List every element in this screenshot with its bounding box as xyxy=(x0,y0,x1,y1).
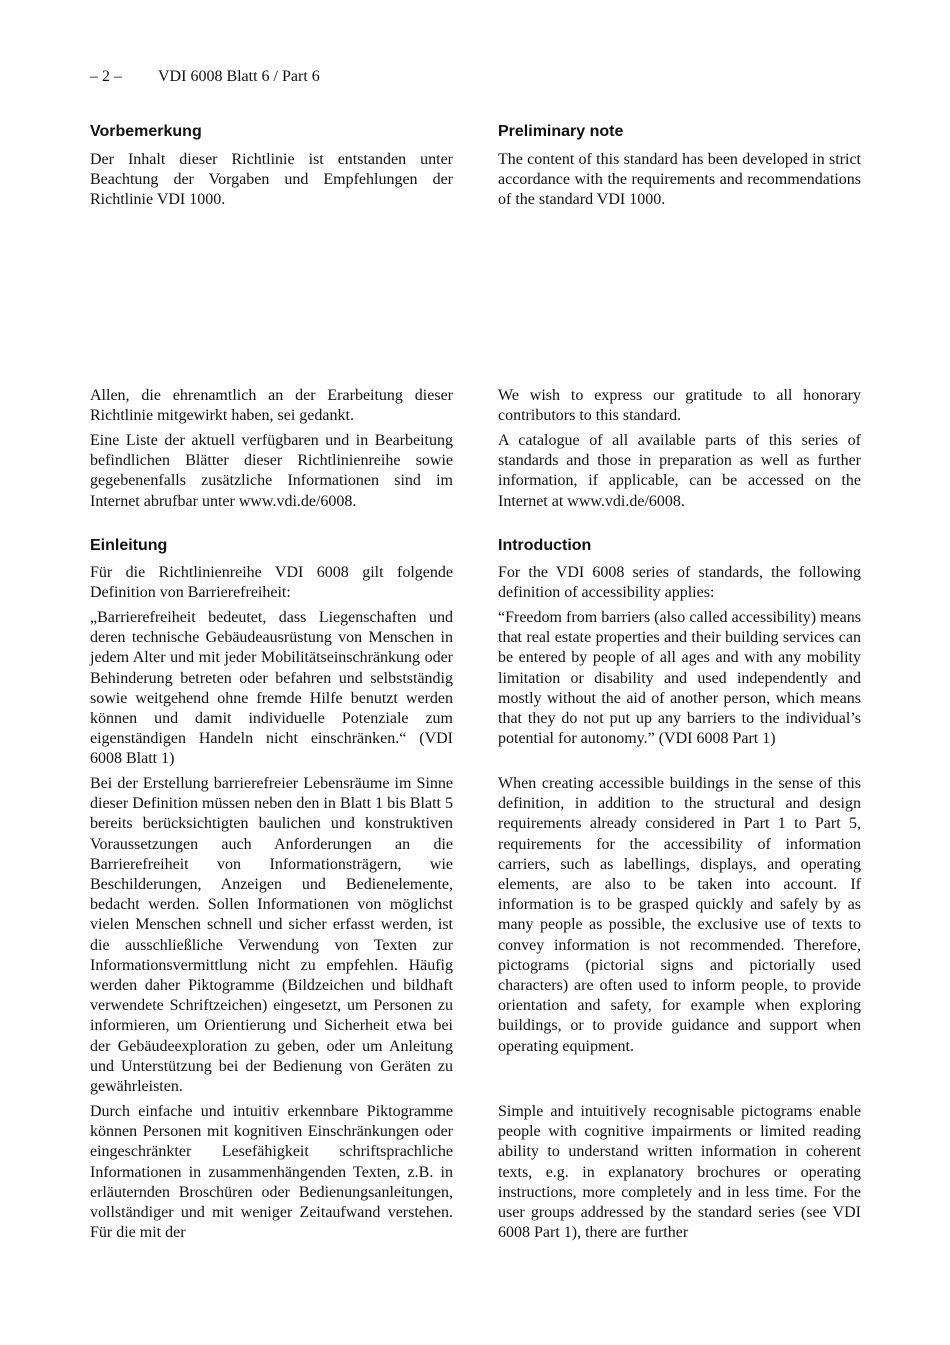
introduction-heading-en: Introduction xyxy=(498,537,592,554)
thanks-text-en: We wish to express our gratitude to all honorary contributors to this standard. xyxy=(498,387,861,425)
intro-paragraph-4-en: Simple and intuitively recognisable pictograms enable people with cognitive impairments or limited reading ability to understand written information in coherent texts, e.g. in explanatory brochures or operating instructions, more completely and in less time. For the user groups addressed by the standard series (see VDI 6008 Part 1), there are further xyxy=(498,1103,861,1242)
preliminary-text-en: The content of this standard has been developed in strict accordance with the requirements and recommendations of the standard VDI 1000. xyxy=(498,151,861,209)
document-title: VDI 6008 Blatt 6 / Part 6 xyxy=(158,68,320,85)
intro-paragraph-3-de: Bei der Erstellung barrierefreier Lebensräume im Sinne dieser Definition müssen neben den in Blatt 1 bis Blatt 5 bereits berücksichtigten baulichen und konstruktiven Voraussetzungen auch Anforderungen an die Barrierefreiheit von Informationsträgern, wie Beschilderungen, Anzeigen und Bedienelemente, bedacht werden. Sollen Informationen von möglichst vielen Menschen schnell und sicher erfasst werden, ist die ausschließliche Verwendung von Texten zur Informationsvermittlung nicht zu empfehlen. Häufig werden daher Piktogramme (Bildzeichen und bildhaft verwendete Schriftzeichen) eingesetzt, um Personen zu informieren, um Orientierung und Sicherheit etwa bei der Gebäudeexploration zu geben, oder um Anleitung und Unterstützung bei der Bedienung von Geräten zu gewährleisten. xyxy=(90,775,453,1096)
intro-paragraph-3-en: When creating accessible buildings in the sense of this definition, in addition to the structural and design requirements already considered in Part 1 to Part 5, requirements for the accessibility of information carriers, such as labellings, displays, and operating elements, are also to be taken into account. If information is to be grasped quickly and safely by as many people as possible, the exclusive use of texts to convey information is not recommended. Therefore, pictograms (pictorial signs and pictorially used characters) are often used to inform people, to provide orientation and safety, for example when exploring buildings, or to provide guidance and support when operating equipment. xyxy=(498,775,861,1055)
preliminary-heading-de: Vorbemerkung xyxy=(90,123,202,140)
intro-paragraph-1-en: For the VDI 6008 series of standards, the following definition of accessibility applies: xyxy=(498,564,861,602)
intro-paragraph-4-de: Durch einfache und intuitiv erkennbare Piktogramme können Personen mit kognitiven Einschränkungen oder eingeschränkter Lesefähigkeit schriftsprachliche Informationen in zusammenhängenden Texten, z.B. in erläuternden Broschüren oder Bedienungsanleitungen, vollständiger und mit weniger Zeitaufwand verstehen. Für die mit der xyxy=(90,1103,453,1242)
preliminary-heading-en: Preliminary note xyxy=(498,123,624,140)
catalogue-text-en: A catalogue of all available parts of this series of standards and those in preparation as well as further information, if applicable, can be accessed on the Internet at www.vdi.de/6008. xyxy=(498,432,861,510)
thanks-text-de: Allen, die ehrenamtlich an der Erarbeitung dieser Richtlinie mitgewirkt haben, sei gedankt. xyxy=(90,387,453,425)
page-number: – 2 – xyxy=(90,68,122,85)
intro-paragraph-2-de: „Barrierefreiheit bedeutet, dass Liegenschaften und deren technische Gebäudeausrüstung von Menschen in jedem Alter und mit jeder Mobilitätseinschränkung oder Behinderung betreten oder befahren und selbstständig sowie weitgehend ohne fremde Hilfe benutzt werden können und damit individuelle Potenziale zum eigenständigen Handeln nicht einschränken.“ (VDI 6008 Blatt 1) xyxy=(90,609,453,768)
introduction-heading-de: Einleitung xyxy=(90,537,168,554)
intro-paragraph-2-en: “Freedom from barriers (also called accessibility) means that real estate properties and their building services can be entered by people of all ages and with any mobility limitation or disability and used independently and mostly without the aid of another person, which means that they do not put up any barriers to the individual’s potential for autonomy.” (VDI 6008 Part 1) xyxy=(498,609,861,748)
preliminary-text-de: Der Inhalt dieser Richtlinie ist entstanden unter Beachtung der Vorgaben und Empfehlungen der Richtlinie VDI 1000. xyxy=(90,151,453,209)
intro-paragraph-1-de: Für die Richtlinienreihe VDI 6008 gilt folgende Definition von Barrierefreiheit: xyxy=(90,564,453,602)
page-header xyxy=(90,68,320,86)
catalogue-text-de: Eine Liste der aktuell verfügbaren und in Bearbeitung befindlichen Blätter dieser Richtlinienreihe sowie gegebenenfalls zusätzliche Informationen sind im Internet abrufbar unter www.vdi.de/6008. xyxy=(90,432,453,510)
